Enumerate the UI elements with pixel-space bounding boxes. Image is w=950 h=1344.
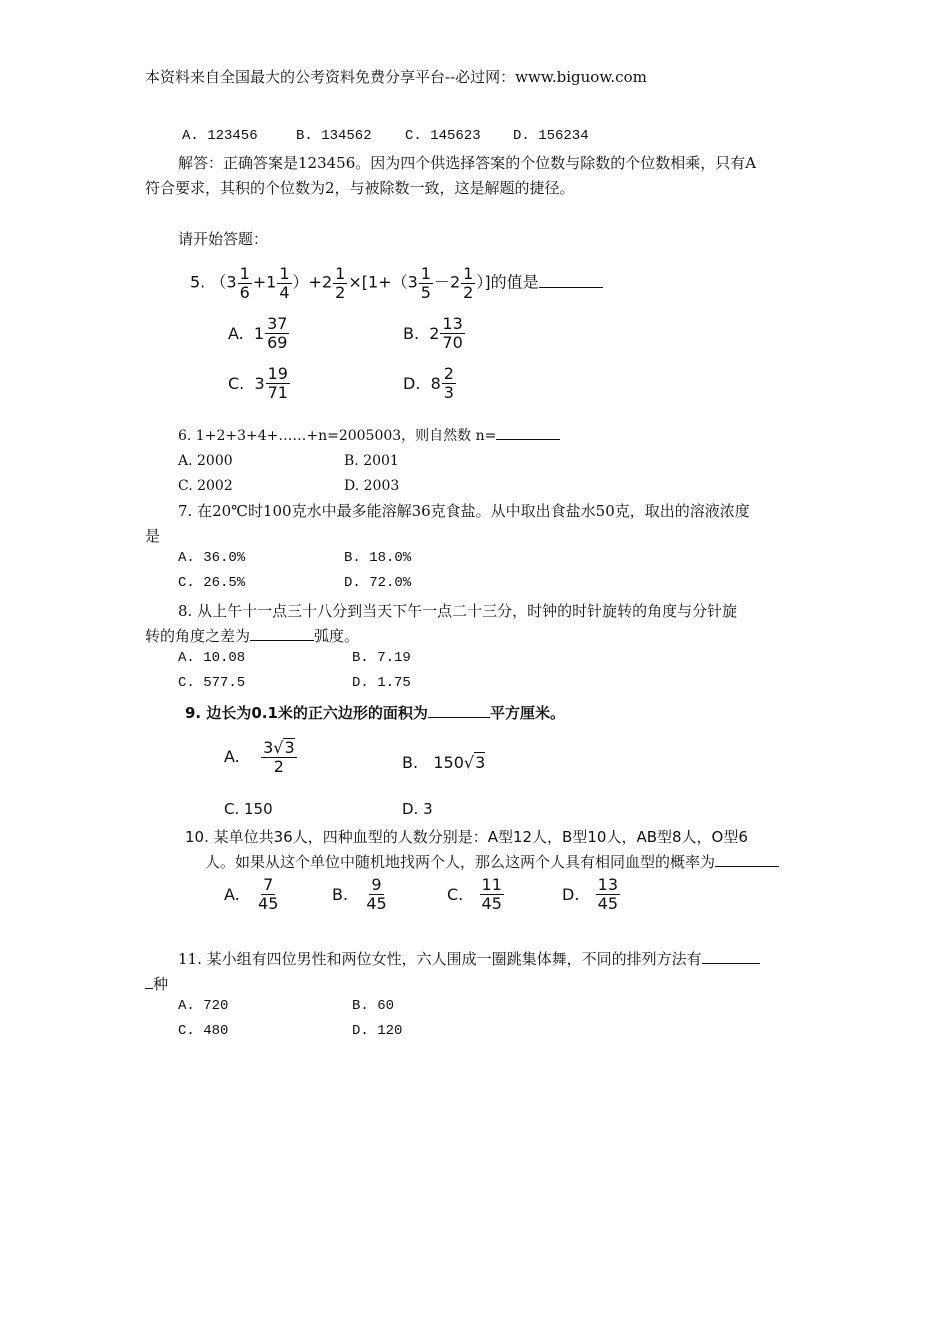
q5-option-c-label: C. [228,373,245,393]
q5-option-a-whole: 1 [253,323,265,343]
q5-whole-2: 1 [266,272,277,292]
q5-f2-den: 4 [279,282,290,302]
q5-f3-den: 2 [335,282,346,302]
q6-option-b: B. 2001 [344,453,399,469]
q10-option-a-den: 45 [258,893,279,913]
q10-line1: 10. 某单位共36人，四种血型的人数分别是：A型12人，B型10人，AB型8人，O型6 [185,828,748,846]
q5-f4-num: 1 [420,264,431,283]
q8-answer-blank [250,640,314,641]
q10-option-b [332,876,390,912]
q5-whole-1: 3 [226,272,237,292]
q5-fraction-4 [419,265,433,301]
q5-option-d-whole: 8 [430,373,441,393]
q8-option-d: D. 1.75 [352,675,411,691]
q10-option-c-label: C. [447,884,464,904]
q5-option-d [403,365,457,401]
q9-option-a-den: 2 [273,756,284,776]
q5-whole-3: 2 [321,272,333,292]
prev-option-c: C. 145623 [405,128,481,144]
q9-option-d: D. 3 [402,800,433,818]
q9-option-a-coef: 3 [263,738,274,757]
q10-option-c [447,876,505,912]
q9-answer-blank [428,717,490,718]
prev-option-b: B. 134562 [296,128,372,144]
q10-option-b-label: B. [332,884,349,904]
q8-line2-tail: 弧度。 [314,627,360,645]
q10-option-d-den: 45 [597,893,619,913]
question-6 [178,425,560,447]
q10-option-d [562,876,621,912]
q11-answer-blank-2 [145,988,153,989]
q10-option-c-num: 11 [481,875,502,894]
q5-f2-num: 1 [279,264,290,283]
q11-line2 [145,973,168,995]
q5-f3-num: 1 [335,264,346,283]
q9-option-c: C. 150 [224,800,273,818]
q5-fraction-1 [238,265,252,301]
q7-line1: 7. 在20℃时100克水中最多能溶解36克食盐。从中取出食盐水50克，取出的溶液浓度 [178,502,750,520]
q11-option-d: D. 120 [352,1023,403,1039]
q5-f5-den: 2 [463,282,474,302]
q6-answer-blank [496,439,560,440]
q9-text-tail: 平方厘米。 [489,704,565,722]
prev-answer-line1: 解答：正确答案是123456。因为四个供选择答案的个位数与除数的个位数相乘，只有A [178,154,757,172]
q5-option-c [228,365,291,401]
q10-option-d-num: 13 [597,875,619,894]
q10-option-b-den: 45 [366,893,387,913]
q6-text: 6. 1+2+3+4+……+n=2005003，则自然数 n= [178,428,497,444]
q11-option-c: C. 480 [178,1023,229,1039]
question-5 [190,265,603,301]
q5-f4-den: 5 [420,282,431,302]
q5-middle: ×[1+（ [348,272,408,292]
q5-f1-den: 6 [239,282,250,302]
q10-option-c-den: 45 [481,893,502,913]
q5-tail: ）]的值是 [476,272,539,292]
q7-option-a: A. 36.0% [178,550,246,566]
q8-option-a: A. 10.08 [178,650,246,666]
q10-option-d-label: D. [562,884,580,904]
q9-option-b-label: B. [402,753,419,772]
q9-option-a-radicand: 3 [284,738,295,757]
q5-f1-num: 1 [239,264,250,283]
q5-option-c-num: 19 [267,364,288,383]
q9-option-b-coef: 150 [433,753,464,772]
q10-option-b-num: 9 [371,875,382,894]
page-header: 本资料来自全国最大的公考资料免费分享平台--必过网：www.biguow.com [145,68,647,86]
q11-option-b: B. 60 [352,998,395,1014]
q8-option-c: C. 577.5 [178,675,246,691]
prev-option-d: D. 156234 [513,128,589,144]
q8-line2 [145,625,359,647]
q5-number: 5. [190,272,206,292]
q6-option-a: A. 2000 [178,453,233,469]
q5-f5-num: 1 [463,264,474,283]
q5-option-b [403,315,466,351]
q10-option-a-num: 7 [263,875,274,894]
q5-fraction-5 [461,265,475,301]
q5-option-b-label: B. [403,323,420,343]
prev-answer-line2: 符合要求，其积的个位数为2，与被除数一致，这是解题的捷径。 [145,179,575,197]
q6-option-d: D. 2003 [344,478,400,494]
q5-close-paren: ）+ [292,272,322,292]
q7-option-d: D. 72.0% [344,575,412,591]
q11-answer-blank-1 [702,963,760,964]
q5-answer-blank [539,287,603,288]
q5-option-b-den: 70 [442,332,463,352]
q9-option-b-radicand: 3 [475,753,486,772]
q7-option-b: B. 18.0% [344,550,412,566]
q5-open-paren: （ [210,272,227,292]
q5-option-a-den: 69 [267,332,288,352]
prev-option-a: A. 123456 [182,128,258,144]
q5-plus: + [252,272,267,292]
q5-whole-4: 3 [407,272,418,292]
q8-line1: 8. 从上午十一点三十八分到当天下午一点二十三分，时钟的时针旋转的角度与分针旋 [178,602,738,620]
q11-option-a: A. 720 [178,998,229,1014]
q5-option-c-den: 71 [267,382,288,402]
q9-option-a-label: A. [224,747,240,767]
question-9 [185,702,565,723]
q5-option-d-label: D. [403,373,421,393]
q10-option-a-label: A. [224,884,240,904]
q6-option-c: C. 2002 [178,478,233,494]
q5-option-a-num: 37 [267,314,288,333]
q5-fraction-3 [333,265,347,301]
q5-option-b-num: 13 [442,314,463,333]
q5-minus: － [433,272,450,292]
q10-line2 [205,851,779,872]
q10-option-a [224,876,281,912]
q7-line2: 是 [145,527,161,545]
q10-answer-blank [715,866,779,867]
q5-fraction-2 [277,265,291,301]
q5-option-b-whole: 2 [429,323,440,343]
q11-text: 11. 某小组有四位男性和两位女性，六人围成一圈跳集体舞，不同的排列方法有 [178,950,702,968]
q7-option-c: C. 26.5% [178,575,246,591]
q5-option-a [228,315,290,351]
q8-option-b: B. 7.19 [352,650,411,666]
q8-line2-text: 转的角度之差为 [145,627,251,645]
q5-option-c-whole: 3 [254,373,265,393]
start-prompt: 请开始答题： [178,230,269,248]
q9-option-b: B. 150√3 [402,753,486,772]
q10-line2-text: 人。如果从这个单位中随机地找两个人，那么这两个人具有相同血型的概率为 [205,853,716,871]
q5-option-d-num: 2 [443,364,454,383]
q11-line1 [178,948,760,970]
q5-whole-5: 2 [449,272,461,292]
q9-text: 9. 边长为0.1米的正六边形的面积为 [185,704,428,722]
q5-option-a-label: A. [228,323,244,343]
q5-option-d-den: 3 [443,382,454,402]
q9-option-a: A. $\frac{3√3}{2}$ [224,738,295,776]
q11-line2-text: 种 [153,975,169,993]
